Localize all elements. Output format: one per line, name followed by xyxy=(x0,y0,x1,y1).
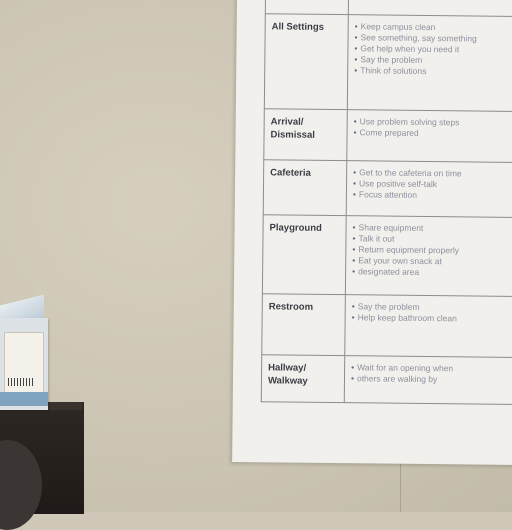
expectation-item: • Come prepared xyxy=(354,127,512,140)
expectation-item: • Help keep bathroom clean xyxy=(352,312,512,325)
table-row-hallway-walkway xyxy=(261,355,512,405)
expectation-item: • Say the problem xyxy=(352,301,512,314)
setting-label-all-settings: All Settings xyxy=(271,21,324,33)
expectation-list xyxy=(353,167,512,202)
setting-label-playground: Playground xyxy=(269,222,322,234)
expectation-item: • Get to the cafeteria on time xyxy=(353,167,512,180)
expectation-item: • Wait for an opening when xyxy=(351,362,512,375)
expectation-item: • Keep campus clean xyxy=(355,21,512,34)
expectation-item: • Share equipment xyxy=(353,222,512,235)
expectation-item: • Eat your own snack at xyxy=(352,255,512,268)
expectation-item: • Use positive self-talk xyxy=(353,178,512,191)
table-row-restroom xyxy=(262,294,512,358)
table-row-cafeteria xyxy=(263,160,512,218)
behavior-table xyxy=(261,0,512,405)
expectation-item: • Talk it out xyxy=(352,233,512,246)
expectation-item: • designated area xyxy=(352,266,512,279)
expectation-item: • Use problem solving steps xyxy=(354,116,512,129)
expectation-item: • Say the problem xyxy=(354,54,512,67)
expectation-list xyxy=(354,21,512,78)
table-row-playground xyxy=(262,215,512,297)
expectation-list xyxy=(351,362,512,386)
expectation-item: • Think of solutions xyxy=(354,65,512,78)
expectation-item: • Focus attention xyxy=(353,189,512,202)
setting-label-restroom: Restroom xyxy=(268,301,314,313)
barcode-icon xyxy=(8,378,34,386)
expectation-item: • others are walking by xyxy=(351,373,512,386)
setting-label-arrival-dismissal: Arrival/ Dismissal xyxy=(270,116,315,141)
expectation-list xyxy=(354,116,512,140)
setting-label-cafeteria: Cafeteria xyxy=(270,167,311,179)
expectation-item: • See something, say something xyxy=(355,32,512,45)
table-row-arrival-dismissal xyxy=(264,109,512,163)
box-label xyxy=(4,332,44,396)
table-row-all-settings xyxy=(264,14,512,112)
expectation-list xyxy=(352,301,512,325)
expectation-item: • Return equipment properly xyxy=(352,244,512,257)
expectation-item: • Get help when you need it xyxy=(354,43,512,56)
behavior-expectations-poster xyxy=(232,0,512,465)
setting-label-hallway-walkway: Hallway/ Walkway xyxy=(267,362,308,387)
expectation-list xyxy=(352,222,512,279)
box-blue-strip xyxy=(0,392,48,406)
